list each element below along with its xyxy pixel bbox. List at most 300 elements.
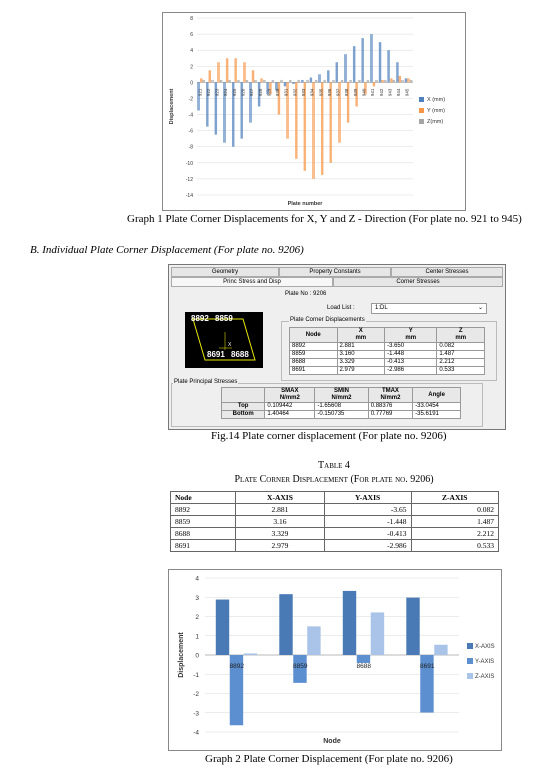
legend-label: Y-AXIS: [475, 659, 495, 665]
legend-label: Y (mm): [427, 108, 445, 114]
tab-label: Geometry: [211, 269, 239, 275]
table-cell: 8688: [171, 528, 236, 540]
header-unit: mm: [405, 335, 417, 341]
bar-x-mm--938: [346, 54, 347, 82]
fig14-caption: Fig.14 Plate corner displacement (For plate no. 9206): [211, 430, 447, 442]
bar-x-mm--937: [337, 62, 338, 82]
x-tick-label: 924: [223, 88, 229, 97]
bar-y-mm--944: [400, 76, 401, 82]
bar-z-mm--924: [229, 80, 230, 82]
x-tick-label: 927: [249, 88, 255, 97]
y-axis-label: Displacement: [169, 88, 175, 125]
bar-x-mm--938: [344, 54, 345, 82]
bar-x-mm--931: [286, 82, 287, 86]
table-cell: 2.979: [236, 540, 325, 552]
bar-z-mm--941: [375, 80, 376, 82]
table-cell: 0.533: [437, 367, 485, 375]
plate-no-label: Plate No : 9206: [285, 291, 327, 297]
header-unit: mm: [455, 335, 467, 341]
x-tick-label: 923: [214, 88, 220, 97]
table-cell: -0.413: [324, 528, 411, 540]
table-cell: -35.6191: [413, 411, 461, 419]
x-tick-label: 938: [344, 88, 350, 97]
tab-property-constants[interactable]: [279, 267, 391, 277]
bar-y-mm--944: [400, 76, 401, 82]
section-heading: B. Individual Plate Corner Displacement (For plate no. 9206): [30, 244, 304, 256]
column-header: X-AXIS: [236, 492, 325, 504]
bar-z-mm--939: [358, 80, 359, 82]
bar-x-mm--940: [362, 38, 363, 82]
bar-z-mm--943: [394, 80, 395, 82]
bar-z-axis-8691: [434, 645, 447, 655]
y-tick-label: -6: [188, 128, 193, 135]
bar-y-mm--945: [408, 78, 409, 82]
y-tick-label: 3: [195, 594, 199, 602]
bar-z-mm--924: [229, 80, 230, 82]
table-row: [290, 359, 485, 367]
y-tick-label: -1: [193, 671, 199, 679]
principal-stresses-title: Plate Principal Stresses: [174, 379, 238, 385]
bar-x-mm--932: [292, 82, 293, 84]
header-unit: N/mm2: [380, 395, 401, 401]
bar-x-mm--934: [311, 78, 312, 83]
bar-x-axis-8691: [406, 598, 419, 655]
bar-y-mm--926: [243, 62, 244, 82]
bar-x-axis-8859: [279, 594, 292, 655]
bar-z-mm--930: [280, 80, 281, 82]
bar-z-mm--944: [403, 80, 404, 82]
bar-y-mm--938: [347, 82, 348, 122]
table-cell: 8859: [290, 351, 338, 359]
column-header: [385, 328, 437, 343]
bar-x-mm--943: [388, 50, 389, 82]
x-tick-label: 930: [275, 88, 281, 97]
column-header: [368, 388, 412, 403]
table-cell: 0.88376: [368, 403, 412, 411]
bar-z-mm--925: [238, 80, 239, 82]
x-tick-label: 8688: [356, 663, 371, 670]
bar-x-mm--941: [370, 34, 371, 82]
y-tick-label: 2: [190, 64, 193, 71]
bar-z-mm--921: [203, 80, 204, 82]
bar-z-mm--921: [203, 80, 204, 82]
bar-z-mm--933: [307, 80, 308, 82]
bar-y-mm--942: [381, 80, 382, 82]
graph2-svg: [169, 570, 501, 750]
table-row: [290, 351, 485, 359]
bar-x-mm--940: [362, 38, 363, 82]
x-tick-label: 929: [266, 88, 272, 97]
column-header: Y-AXIS: [324, 492, 411, 504]
bar-y-mm--927: [252, 70, 253, 82]
bar-x-mm--934: [311, 78, 312, 83]
x-tick-label: 941: [370, 88, 376, 97]
table-cell: -3.65: [324, 504, 411, 516]
table-cell: -1.448: [385, 351, 437, 359]
bar-z-mm--942: [386, 80, 387, 82]
table-cell: 1.487: [437, 351, 485, 359]
corner-label-8691: 8691: [207, 350, 225, 359]
x-tick-label: 925: [231, 88, 237, 97]
table-cell: 3.160: [337, 351, 385, 359]
y-tick-label: -2: [188, 96, 193, 103]
bar-y-mm--923: [218, 62, 219, 82]
table-row: [290, 343, 485, 351]
y-tick-label: -14: [185, 193, 193, 199]
x-tick-label: 926: [240, 88, 246, 97]
table-cell: -1.65608: [315, 403, 368, 411]
column-header: [413, 388, 461, 403]
bar-y-mm--927: [254, 70, 255, 82]
table-cell: 8691: [290, 367, 338, 375]
bar-z-mm--939: [360, 80, 361, 82]
table-cell: 0.082: [411, 504, 499, 516]
bar-x-mm--942: [379, 42, 380, 82]
bar-x-mm--937: [337, 62, 338, 82]
table4: [170, 491, 499, 552]
bar-y-mm--923: [219, 62, 220, 82]
load-list-label: Load List :: [327, 305, 355, 311]
x-tick-label: 933: [301, 88, 306, 97]
bar-x-mm--939: [353, 46, 354, 82]
bar-z-mm--922: [211, 80, 212, 82]
table-cell: 8892: [171, 504, 236, 516]
bar-x-mm--943: [388, 50, 389, 82]
bar-y-mm--926: [245, 62, 246, 82]
bar-x-mm--942: [380, 42, 381, 82]
bar-z-mm--923: [220, 80, 221, 82]
bar-y-axis-8688: [357, 655, 370, 663]
bar-x-mm--940: [363, 38, 364, 82]
bar-y-mm--930: [280, 82, 281, 114]
bar-y-mm--921: [202, 78, 203, 82]
bar-x-mm--944: [398, 62, 399, 82]
bar-y-mm--921: [200, 78, 201, 82]
bar-z-mm--922: [213, 80, 214, 82]
bar-z-mm--926: [246, 80, 247, 82]
table-cell: 2.979: [337, 367, 385, 375]
bar-z-mm--938: [349, 80, 350, 82]
bar-z-mm--925: [239, 80, 240, 82]
bar-z-mm--929: [273, 80, 274, 82]
bar-y-mm--941: [375, 82, 376, 86]
bar-x-mm--933: [301, 80, 302, 82]
bar-z-mm--945: [412, 80, 413, 82]
table4-subtitle: [0, 474, 541, 485]
bar-z-mm--937: [342, 80, 343, 82]
tab-princ-stress-disp[interactable]: [171, 277, 333, 287]
corner-displacements-table: [289, 327, 485, 375]
table-cell: 8859: [171, 516, 236, 528]
x-tick-label: 940: [361, 88, 367, 97]
corner-label-8892: 8892: [191, 314, 209, 323]
bar-z-mm--935: [324, 80, 325, 82]
bar-y-mm--924: [227, 58, 228, 82]
bar-y-mm--943: [390, 78, 391, 82]
bar-z-mm--922: [212, 80, 213, 82]
bar-y-mm--942: [383, 80, 384, 82]
bar-z-mm--923: [222, 80, 223, 82]
bar-y-mm--941: [373, 82, 374, 86]
y-tick-label: 1: [195, 633, 199, 641]
x-tick-label: 945: [404, 88, 410, 97]
bar-x-mm--927: [250, 82, 251, 122]
table-row: [290, 367, 485, 375]
y-axis-label: Displacement: [178, 632, 185, 678]
x-tick-label: 942: [378, 88, 384, 97]
bar-y-mm--945: [407, 78, 408, 82]
corner-label-8688: 8688: [231, 350, 249, 359]
header-unit: N/mm2: [331, 395, 352, 401]
legend-swatch: [467, 658, 473, 664]
legend-swatch: [419, 97, 424, 102]
table-cell: 0.533: [411, 540, 499, 552]
y-tick-label: -4: [188, 112, 193, 119]
bar-x-mm--934: [310, 78, 311, 83]
table-cell: 3.329: [236, 528, 325, 540]
bar-y-mm--924: [226, 58, 227, 82]
bar-x-mm--935: [320, 74, 321, 82]
table-cell: 8688: [290, 359, 338, 367]
legend-swatch: [419, 119, 424, 124]
header-label: SMIN: [334, 388, 350, 394]
bar-y-mm--945: [409, 78, 410, 82]
bar-z-mm--933: [308, 80, 309, 82]
y-tick-label: 8: [190, 16, 193, 22]
bar-z-mm--931: [290, 80, 291, 82]
bar-z-mm--921: [204, 80, 205, 82]
header-label: Angle: [428, 391, 445, 398]
x-axis-label: Node: [323, 738, 341, 745]
y-tick-label: -10: [185, 160, 193, 167]
table-row: [171, 540, 499, 552]
table-cell: -33.0454: [413, 403, 461, 411]
table-cell: -0.413: [385, 359, 437, 367]
tab-corner-stresses[interactable]: [333, 277, 503, 287]
table-row: [171, 528, 499, 540]
table-row: [222, 403, 461, 411]
table-cell: 2.881: [236, 504, 325, 516]
bar-x-mm--927: [249, 82, 250, 122]
table-cell: 0.082: [437, 343, 485, 351]
bar-z-mm--929: [272, 80, 273, 82]
bar-z-mm--939: [359, 80, 360, 82]
table-cell: 3.16: [236, 516, 325, 528]
bar-x-mm--945: [407, 78, 408, 82]
header-label: TMAX: [381, 388, 399, 394]
legend-label: Z(mm): [427, 119, 444, 125]
bar-x-mm--944: [397, 62, 398, 82]
table-cell: 0.77769: [368, 411, 412, 419]
bar-z-mm--942: [385, 80, 386, 82]
bar-z-mm--931: [289, 80, 290, 82]
y-tick-label: 0: [195, 652, 199, 660]
legend-swatch: [419, 108, 424, 113]
chevron-down-icon: ⌄: [477, 305, 483, 311]
bar-y-mm--922: [210, 70, 211, 82]
bar-y-mm--922: [209, 70, 210, 82]
y-tick-label: -3: [193, 710, 199, 718]
bar-z-mm--935: [325, 80, 326, 82]
bar-y-mm--926: [244, 62, 245, 82]
bar-y-mm--925: [235, 58, 236, 82]
bar-z-mm--934: [315, 80, 316, 82]
plate-image: [185, 312, 263, 368]
bar-z-axis-8688: [371, 612, 384, 655]
bar-x-mm--932: [293, 82, 294, 84]
y-tick-label: -8: [188, 144, 193, 151]
bar-z-mm--923: [221, 80, 222, 82]
bar-z-mm--940: [369, 80, 370, 82]
x-tick-label: 944: [396, 88, 402, 97]
bar-z-mm--932: [299, 80, 300, 82]
bar-x-mm--931: [285, 82, 286, 86]
bar-x-mm--941: [371, 34, 372, 82]
header-label: Node: [305, 331, 321, 338]
x-tick-label: 943: [387, 88, 393, 97]
bar-z-mm--925: [237, 80, 238, 82]
column-header: [337, 328, 385, 343]
bar-x-mm--939: [354, 46, 355, 82]
bar-y-mm--925: [236, 58, 237, 82]
bar-z-mm--931: [291, 80, 292, 82]
corner-displacements-title: Plate Corner Displacements: [290, 317, 365, 323]
header-label: X: [358, 328, 363, 334]
bar-y-mm--943: [391, 78, 392, 82]
x-tick-label: 8691: [420, 663, 435, 670]
table-cell: 2.212: [411, 528, 499, 540]
graph1-caption: Graph 1 Plate Corner Displacements for X, Y and Z - Direction (For plate no. 921 to 945): [127, 213, 522, 225]
legend-label: X-AXIS: [475, 644, 495, 650]
y-tick-label: 6: [190, 32, 193, 39]
table-cell: -0.150735: [315, 411, 368, 419]
graph1-svg: [163, 13, 465, 210]
bar-y-mm--930: [279, 82, 280, 114]
bar-x-mm--932: [294, 82, 295, 84]
bar-z-mm--944: [401, 80, 402, 82]
bar-z-mm--942: [384, 80, 385, 82]
column-header: [222, 388, 265, 403]
bar-z-mm--936: [334, 80, 335, 82]
bar-y-mm--928: [261, 78, 262, 82]
legend-label: X (mm): [427, 97, 446, 103]
bar-y-mm--927: [253, 70, 254, 82]
bar-z-mm--937: [341, 80, 342, 82]
bar-x-axis-8892: [216, 600, 229, 655]
bar-z-mm--928: [263, 80, 264, 82]
bar-x-mm--943: [389, 50, 390, 82]
table-cell: -3.650: [385, 343, 437, 351]
bar-z-mm--929: [273, 80, 274, 82]
load-list-select[interactable]: [371, 303, 487, 314]
svg-text:X: X: [228, 342, 232, 348]
x-axis-label: Plate number: [287, 201, 323, 207]
bar-x-mm--931: [284, 82, 285, 86]
table-cell: 8691: [171, 540, 236, 552]
bar-x-mm--936: [328, 70, 329, 82]
table-cell: 2.212: [437, 359, 485, 367]
bar-y-mm--942: [382, 80, 383, 82]
table-cell: 2.881: [337, 343, 385, 351]
bar-y-mm--941: [374, 82, 375, 86]
bar-z-mm--924: [230, 80, 231, 82]
bar-z-mm--932: [298, 80, 299, 82]
table-row: [171, 516, 499, 528]
header-label: SMAX: [281, 388, 299, 394]
tab-label: Property Constants: [309, 269, 361, 275]
bar-x-mm--939: [355, 46, 356, 82]
bar-z-mm--945: [410, 80, 411, 82]
bar-x-mm--945: [406, 78, 407, 82]
x-tick-label: 922: [205, 88, 211, 97]
graph1-chart: [162, 12, 466, 211]
table4-subtitle-text: Plate Corner Displacement (For plate no. 9206): [234, 474, 434, 485]
tab-geometry[interactable]: [171, 267, 279, 277]
table-cell: -2.986: [385, 367, 437, 375]
x-tick-label: 934: [309, 88, 315, 97]
tab-label: Corner Stresses: [396, 279, 440, 285]
load-list-value: 1:DL: [375, 305, 388, 311]
bar-x-mm--944: [396, 62, 397, 82]
column-header: Node: [171, 492, 236, 504]
bar-x-mm--935: [319, 74, 320, 82]
bar-x-mm--945: [405, 78, 406, 82]
bar-z-mm--927: [254, 80, 255, 82]
bar-y-mm--928: [261, 78, 262, 82]
table-row: [171, 504, 499, 516]
bar-x-mm--933: [302, 80, 303, 82]
y-tick-label: 2: [195, 614, 199, 621]
bar-z-mm--936: [332, 80, 333, 82]
legend-swatch: [467, 673, 473, 679]
header-unit: N/mm2: [279, 395, 300, 401]
tab-center-stresses[interactable]: [391, 267, 503, 277]
bar-z-mm--927: [256, 80, 257, 82]
y-tick-label: -4: [193, 729, 199, 737]
bar-z-mm--938: [351, 80, 352, 82]
bar-z-mm--938: [350, 80, 351, 82]
column-header: [290, 328, 338, 343]
tab-label: Princ Stress and Disp: [223, 279, 281, 285]
bar-y-mm--921: [201, 78, 202, 82]
bar-z-mm--926: [247, 80, 248, 82]
x-tick-label: 921: [197, 88, 203, 97]
x-tick-label: 931: [283, 88, 289, 97]
bar-y-mm--938: [348, 82, 349, 122]
header-label: Z: [458, 328, 463, 334]
y-tick-label: -2: [193, 691, 199, 698]
graph2-caption: Graph 2 Plate Corner Displacement (For plate no. 9206): [205, 753, 453, 765]
bar-z-mm--927: [255, 80, 256, 82]
bar-y-mm--925: [235, 58, 236, 82]
bar-z-mm--944: [402, 80, 403, 82]
bar-z-mm--941: [376, 80, 377, 82]
bar-y-mm--943: [392, 78, 393, 82]
x-tick-label: 937: [335, 88, 341, 97]
bar-z-mm--926: [248, 80, 249, 82]
table4-title-text: Table 4: [318, 460, 350, 471]
column-header: [315, 388, 368, 403]
bar-z-mm--943: [394, 80, 395, 82]
x-tick-label: 8859: [293, 663, 308, 670]
table-cell: -1.448: [324, 516, 411, 528]
y-tick-label: 4: [190, 48, 193, 55]
legend-label: Z-AXIS: [475, 674, 495, 680]
column-header: Z-AXIS: [411, 492, 499, 504]
table-cell: 1.487: [411, 516, 499, 528]
x-tick-label: 932: [292, 88, 298, 97]
bar-z-mm--945: [411, 80, 412, 82]
